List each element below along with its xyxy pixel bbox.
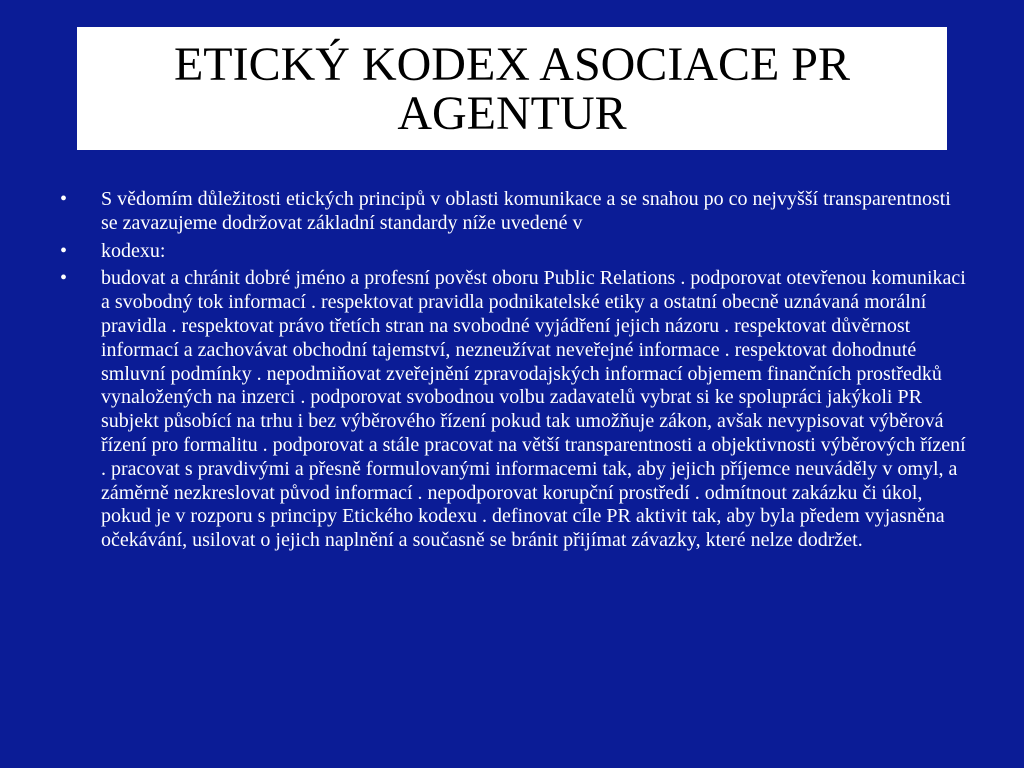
bullet-item-intro: [58, 188, 970, 236]
bullet-text-intro: S vědomím důležitosti etických principů v oblasti komunikace a se snahou po co nejvyšší transparentnosti se zavazujeme dodržovat základní standardy níže uvedené v: [101, 188, 951, 234]
slide-content: [58, 188, 970, 557]
bullet-text-principles: budovat a chránit dobré jméno a profesní pověst oboru Public Relations . podporovat otevřenou komunikaci a svobodný tok informací . respektovat pravidla podnikatelské etiky a ostatní obecně uznávaná morální pravidla . respektovat právo třetích stran na svobodné vyjádření jejich názoru . respektovat důvěrnost informací a zachovávat obchodní tajemství, nezneužívat neveřejné informace . respektovat dohodnuté smluvní podmínky . nepodmiňovat zveřejnění zpravodajských informací objemem finančních prostředků vynaložených na inzerci . podporovat svobodnou volbu zadavatelů vybrat si ke spolupráci jakýkoli PR subjekt působící na trhu i bez výběrového řízení pokud tak umožňuje zákon, avšak nevypisovat výběrová řízení pro formalitu . podporovat a stále pracovat na větší transparentnosti a objektivnosti výběrových řízení . pracovat s pravdivými a přesně formulovanými informacemi tak, aby jejich příjemce neuváděly v omyl, a záměrně nezkreslovat původ informací . nepodporovat korupční prostředí . odmítnout zakázku či úkol, pokud je v rozporu s principy Etického kodexu . definovat cíle PR aktivit tak, aby byla předem vyjasněna očekávání, usilovat o jejich naplnění a současně se bránit přijímat závazky, které nelze dodržet.: [101, 267, 966, 552]
bullet-icon: •: [60, 188, 68, 210]
bullet-text-kodex: kodexu:: [101, 239, 166, 262]
bullet-item-kodex: [58, 240, 970, 264]
bullet-list: [58, 188, 970, 553]
title-box: [77, 27, 947, 150]
bullet-icon: •: [60, 267, 68, 290]
bullet-item-principles: [58, 267, 970, 553]
bullet-icon: •: [60, 239, 68, 262]
slide-title: ETICKÝ KODEX ASOCIACE PR AGENTUR: [173, 37, 851, 140]
